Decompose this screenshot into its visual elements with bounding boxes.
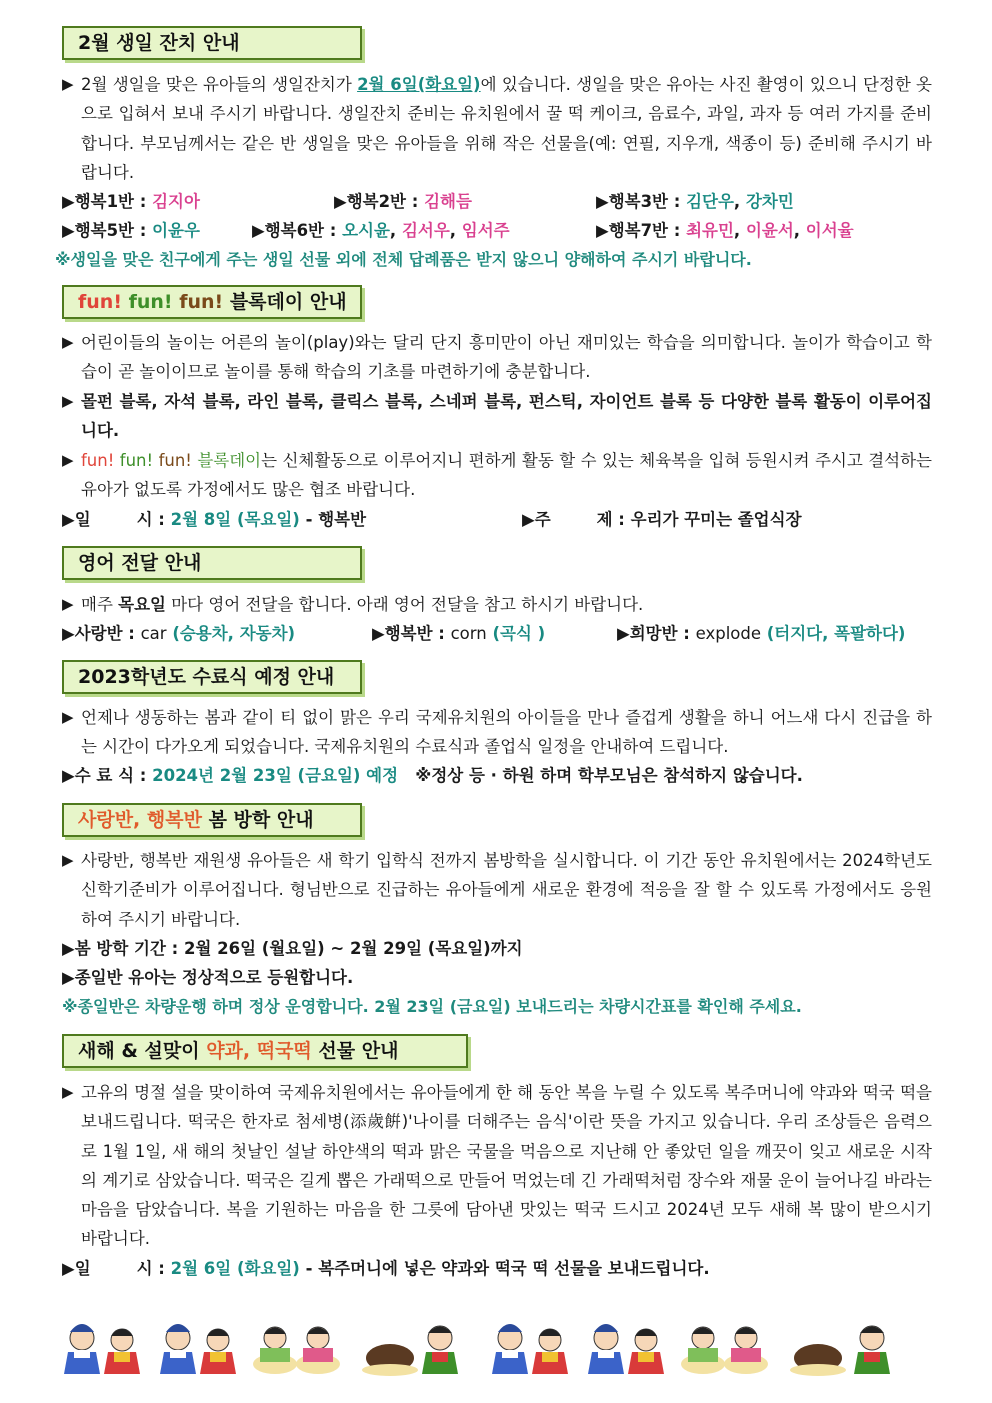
title-fun-2: fun! [128, 291, 173, 313]
english-class1-meaning: (승용차, 자동차) [166, 624, 296, 643]
class7-name1: 최유민 [686, 221, 734, 240]
separator: , [733, 221, 746, 240]
section-title-blockday [62, 285, 362, 319]
date-rest: - 행복반 [299, 510, 367, 529]
footer-figures-illustration [60, 1318, 932, 1378]
class7-name2: 이윤서 [745, 221, 794, 240]
bullet-icon: ▶ [62, 451, 74, 469]
spring-text: 사랑반, 행복반 재원생 유아들은 새 학기 입학식 전까지 봄방학을 실시합니다. 이 기간 동안 유치원에서는 2024학년도 신학기준비가 이루어집니다. 형님반으로 진급하는 유아들에게 새로운 환경에 적응을 잘 할 수 있도록 가정에서도 응원하여 주시기 바랍니다. [81, 851, 932, 929]
hanbok-kid-icon [854, 1326, 890, 1374]
bullet-icon: ▶ [62, 392, 74, 410]
english-day: 목요일 [118, 595, 166, 614]
newyear-date-label: 일 시 : [74, 1259, 171, 1278]
hanbok-kid-icon [492, 1324, 528, 1374]
bullet-icon: ▶ [596, 192, 609, 211]
bullet-icon: ▶ [334, 192, 347, 211]
bullet-icon: ▶ [62, 333, 74, 351]
birthday-text-a: 2월 생일을 맞은 유아들의 생일잔치가 [81, 75, 358, 94]
class1-names: 김지아 [152, 192, 200, 211]
footer-decoration [60, 1318, 932, 1378]
newyear-date-value: 2월 6일 (화요일) [170, 1259, 300, 1278]
birthday-classes-row-1 [62, 187, 932, 216]
separator: , [793, 221, 806, 240]
spring-period-row [62, 934, 523, 963]
class5-label: 행복5반 : [74, 221, 153, 240]
english-text-b: 마다 영어 전달을 합니다. 아래 영어 전달을 참고 하시기 바랍니다. [165, 595, 644, 614]
completion-label: 수 료 식 : [74, 766, 153, 785]
fun-1: fun! [81, 451, 115, 470]
class6-name2: 김서우 [401, 221, 450, 240]
bullet-icon: ▶ [62, 968, 75, 987]
blockday-text-2: 몰펀 블록, 자석 블록, 라인 블록, 클릭스 블록, 스네퍼 블록, 펀스틱, 자이언트 블록 등 다양한 블록 활동이 이루어집니다. [81, 392, 932, 441]
separator: , [733, 192, 746, 211]
bowing-kid-icon [296, 1327, 340, 1374]
theme-value: 우리가 꾸미는 졸업식장 [630, 510, 802, 529]
blockday-title-text: 블록데이 안내 [223, 291, 347, 313]
fun-2: fun! [119, 451, 154, 470]
english-class1-word: car [140, 624, 167, 643]
birthday-paragraph [62, 70, 932, 187]
newyear-date-rest: - 복주머니에 넣은 약과와 떡국 떡 선물을 보내드립니다. [299, 1259, 710, 1278]
class5-names: 이윤우 [152, 221, 200, 240]
completion-paragraph [62, 703, 932, 762]
bowing-kid-icon [790, 1344, 846, 1376]
bullet-icon: ▶ [617, 624, 630, 643]
date-label: 일 시 : [74, 510, 171, 529]
section-title-spring [62, 803, 362, 837]
completion-title-text: 2023학년도 수료식 예정 안내 [78, 666, 335, 688]
hanbok-kid-icon [628, 1329, 664, 1374]
hanbok-kid-icon [422, 1326, 458, 1374]
newyear-title-b: 선물 안내 [311, 1040, 399, 1062]
hanbok-kid-icon [588, 1324, 624, 1374]
bullet-icon: ▶ [62, 75, 74, 93]
newyear-date-row [62, 1254, 710, 1283]
bullet-icon: ▶ [596, 221, 609, 240]
bullet-icon: ▶ [62, 708, 74, 726]
birthday-classes-row-2 [62, 216, 932, 245]
spring-period: 봄 방학 기간 : 2월 26일 (월요일) ~ 2월 29일 (목요일)까지 [74, 939, 523, 958]
completion-note: ※정상 등 · 하원 하며 학부모님은 참석하지 않습니다. [415, 766, 803, 785]
hanbok-kid-icon [104, 1329, 140, 1374]
newyear-paragraph [62, 1078, 932, 1254]
date-value: 2월 8일 (목요일) [170, 510, 300, 529]
class6-label: 행복6반 : [264, 221, 343, 240]
spring-title-text: 봄 방학 안내 [201, 809, 314, 831]
blockday-paragraph-3 [62, 446, 932, 505]
english-words-row [62, 619, 932, 648]
bullet-icon: ▶ [62, 624, 75, 643]
english-paragraph [62, 590, 932, 619]
blockday-info-row [62, 505, 932, 534]
class6-name1: 오시윤 [342, 221, 390, 240]
class7-label: 행복7반 : [608, 221, 687, 240]
section-title-completion [62, 660, 362, 694]
english-class2-word: corn [450, 624, 487, 643]
class2-names: 김해듬 [424, 192, 472, 211]
bullet-icon: ▶ [522, 510, 535, 529]
bowing-kid-icon [724, 1327, 768, 1374]
blockday-paragraph-2 [62, 387, 932, 446]
bullet-icon: ▶ [62, 1259, 75, 1278]
theme-label: 주 제 : [534, 510, 631, 529]
birthday-title-text: 2월 생일 잔치 안내 [78, 32, 240, 54]
bullet-icon: ▶ [62, 510, 75, 529]
completion-value: 2024년 2월 23일 (금요일) 예정 [152, 766, 399, 785]
spring-allday-row [62, 963, 353, 992]
title-fun-3: fun! [179, 291, 224, 313]
class3-name2: 강차민 [745, 192, 794, 211]
newyear-text: 고유의 명절 설을 맞이하여 국제유치원에서는 유아들에게 한 해 동안 복을 누릴 수 있도록 복주머니에 약과와 떡국 떡을 보내드립니다. 떡국은 한자로 첨세병(添歲餠)'나이를 더해주는 음식'이란 뜻을 가지고 있습니다. 우리 조상들은 음력으로 1월 1일, 새 해의 첫날인 설날 하얀색의 떡과 맑은 국물을 먹음으로 지난해 안 좋았던 일을 깨끗이 잊고 새로운 시작의 계기로 삼았습니다. 떡국은 길게 뽑은 가래떡으로 만들어 먹었는데 긴 가래떡처럼 장수와 재물 운이 늘어나길 바라는 마음을 담았습니다. 복을 기원하는 마음을 한 그릇에 담아낸 맛있는 떡국 드시고 2024년 모두 새해 복 많이 받으시기 바랍니다. [81, 1083, 932, 1249]
class2-label: 행복2반 : [346, 192, 425, 211]
bowing-kid-icon [681, 1327, 725, 1374]
bullet-icon: ▶ [62, 192, 75, 211]
hanbok-kid-icon [532, 1329, 568, 1374]
english-text-a: 매주 [81, 595, 119, 614]
section-title-english [62, 546, 362, 580]
class6-name3: 임서주 [461, 221, 510, 240]
bullet-icon: ▶ [62, 851, 74, 869]
section-title-newyear [62, 1034, 468, 1068]
class3-name1: 김단우 [686, 192, 734, 211]
english-class1-label: 사랑반 : [74, 624, 141, 643]
bullet-icon: ▶ [62, 766, 75, 785]
bowing-kid-icon [253, 1327, 297, 1374]
english-title-text: 영어 전달 안내 [78, 552, 202, 574]
birthday-date: 2월 6일(화요일) [357, 75, 481, 94]
completion-text: 언제나 생동하는 봄과 같이 티 없이 맑은 우리 국제유치원의 아이들을 만나 즐겁게 생활을 하니 어느새 다시 진급을 하는 시간이 다가오게 되었습니다. 국제유치원의 수료식과 졸업식 일정을 안내하여 드립니다. [81, 708, 932, 757]
section-title-birthday [62, 26, 362, 60]
class3-label: 행복3반 : [608, 192, 687, 211]
english-class2-meaning: (곡식 ) [486, 624, 546, 643]
blockday-text-3: 는 신체활동으로 이루어지니 편하게 활동 할 수 있는 체육복을 입혀 등원시켜 주시고 결석하는 유아가 없도록 가정에서도 많은 협조 바랍니다. [81, 451, 932, 500]
english-class3-label: 희망반 : [629, 624, 696, 643]
bullet-icon: ▶ [62, 595, 74, 613]
birthday-text-b: 에 있습니다. 생일을 맞은 유아는 사진 촬영이 있으니 단정한 옷으로 입혀서 보내 주시기 바랍니다. 생일잔치 준비는 유치원에서 꿀 떡 케이크, 음료수, 과일, 과자 등 여러 가지를 준비합니다. 부모님께서는 같은 반 생일을 맞은 유아들을 위해 작은 선물을(예: 연필, 지우개, 색종이 등) 준비해 주시기 바랍니다. [81, 75, 932, 182]
birthday-note: ※생일을 맞은 친구에게 주는 생일 선물 외에 전체 답례품은 받지 않으니 양해하여 주시기 바랍니다. [55, 250, 752, 269]
bullet-icon: ▶ [62, 1083, 74, 1101]
class1-label: 행복1반 : [74, 192, 153, 211]
blockday-text-1: 어린이들의 놀이는 어른의 놀이(play)와는 달리 단지 흥미만이 아닌 재미있는 학습을 의미합니다. 놀이가 학습이고 학습이 곧 놀이이므로 놀이를 통해 학습의 기초를 마련하기에 충분합니다. [81, 333, 932, 382]
english-class2-label: 행복반 : [384, 624, 451, 643]
hanbok-kid-icon [64, 1324, 100, 1374]
blockday-paragraph-1 [62, 328, 932, 387]
bullet-icon: ▶ [62, 221, 75, 240]
english-class3-meaning: (터지다, 폭팔하다) [761, 624, 906, 643]
fun-3: fun! [158, 451, 192, 470]
newyear-title-a: 새해 & 설맞이 [78, 1040, 207, 1062]
bullet-icon: ▶ [252, 221, 265, 240]
spring-paragraph [62, 846, 932, 934]
newyear-title-items: 약과, 떡국떡 [206, 1040, 312, 1062]
bullet-icon: ▶ [372, 624, 385, 643]
title-fun-1: fun! [78, 291, 122, 313]
english-class3-word: explode [695, 624, 762, 643]
separator: , [389, 221, 402, 240]
bowing-kid-icon [362, 1344, 418, 1376]
separator: , [449, 221, 462, 240]
spring-title-classes: 사랑반, 행복반 [78, 809, 202, 831]
bullet-icon: ▶ [62, 939, 75, 958]
completion-date-row [62, 761, 803, 790]
hanbok-kid-icon [200, 1329, 236, 1374]
spring-allday: 종일반 유아는 정상적으로 등원합니다. [74, 968, 354, 987]
blockday-word: 블록데이 [197, 451, 262, 470]
class7-name3: 이서율 [805, 221, 854, 240]
hanbok-kid-icon [160, 1324, 196, 1374]
spring-note: ※종일반은 차량운행 하며 정상 운영합니다. 2월 23일 (금요일) 보내드리는 차량시간표를 확인해 주세요. [62, 997, 802, 1016]
